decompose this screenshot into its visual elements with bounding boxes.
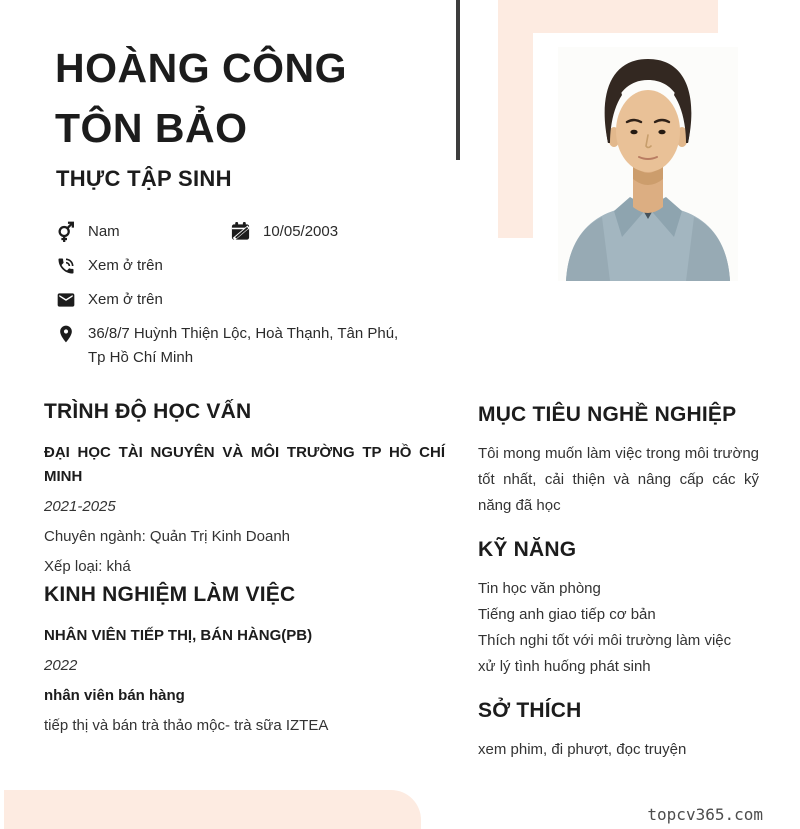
hobbies-section (478, 698, 759, 763)
objective-section (478, 402, 759, 519)
birthday-row (230, 220, 338, 243)
education-major: Chuyên ngành: Quản Trị Kinh Doanh (44, 528, 290, 545)
hobbies-header: SỞ THÍCH (478, 699, 582, 722)
phone-row (55, 254, 163, 277)
skill-item: xử lý tình huống phát sinh (478, 658, 651, 675)
education-header: TRÌNH ĐỘ HỌC VẤN (44, 400, 252, 423)
skill-item: Tin học văn phòng (478, 580, 601, 597)
gender-value: Nam (88, 223, 120, 240)
skills-section (478, 537, 759, 680)
education-grade: Xếp loại: khá (44, 558, 131, 575)
peach-accent-column (498, 0, 533, 238)
skill-item: Thích nghi tốt với môi trường làm việc (478, 632, 732, 649)
experience-description: tiếp thị và bán trà thảo mộc- trà sữa IZTEA (44, 717, 329, 734)
peach-accent-bottom (4, 790, 421, 829)
address-value: 36/8/7 Huỳnh Thiện Lộc, Hoà Thạnh, Tân Phú, Tp Hồ Chí Minh (88, 325, 399, 366)
birthday-value: 10/05/2003 (263, 223, 339, 240)
hobbies-text: xem phim, đi phượt, đọc truyện (478, 741, 687, 758)
vertical-divider-bar (456, 0, 460, 160)
name-line-1: HOÀNG CÔNG (55, 45, 347, 91)
email-value: Xem ở trên (88, 291, 163, 308)
education-section (44, 399, 445, 577)
watermark-link: topcv365.com (647, 805, 763, 824)
portrait-illustration (558, 47, 738, 281)
gender-row (55, 220, 120, 243)
profile-photo (558, 47, 738, 281)
email-row (55, 288, 163, 311)
phone-value: Xem ở trên (88, 257, 163, 274)
job-position-subtitle: THỰC TẬP SINH (56, 166, 232, 191)
education-school: ĐẠI HỌC TÀI NGUYÊN VÀ MÔI TRƯỜNG TP HỒ CHÍ MINH (44, 444, 445, 485)
objective-text: Tôi mong muốn làm việc trong môi trường tốt nhất, cải thiện và nâng cấp các kỹ năng đã học (478, 445, 759, 514)
address-row (55, 322, 410, 370)
skill-item: Tiếng anh giao tiếp cơ bản (478, 606, 656, 623)
experience-header: KINH NGHIỆM LÀM VIỆC (44, 583, 296, 606)
experience-year: 2022 (44, 657, 78, 674)
experience-job-title: NHÂN VIÊN TIẾP THỊ, BÁN HÀNG(PB) (44, 627, 313, 644)
objective-header: MỤC TIÊU NGHỀ NGHIỆP (478, 403, 737, 426)
gender-icon (55, 220, 76, 243)
phone-icon (55, 254, 76, 277)
email-icon (55, 288, 76, 311)
calendar-edit-icon (230, 220, 251, 243)
page-title (55, 38, 347, 158)
skills-list (478, 576, 759, 680)
experience-role: nhân viên bán hàng (44, 687, 185, 704)
name-line-2: TÔN BẢO (55, 105, 248, 151)
location-pin-icon (55, 322, 76, 345)
education-years: 2021-2025 (44, 498, 116, 515)
experience-section (44, 582, 445, 736)
skills-header: KỸ NĂNG (478, 538, 577, 561)
